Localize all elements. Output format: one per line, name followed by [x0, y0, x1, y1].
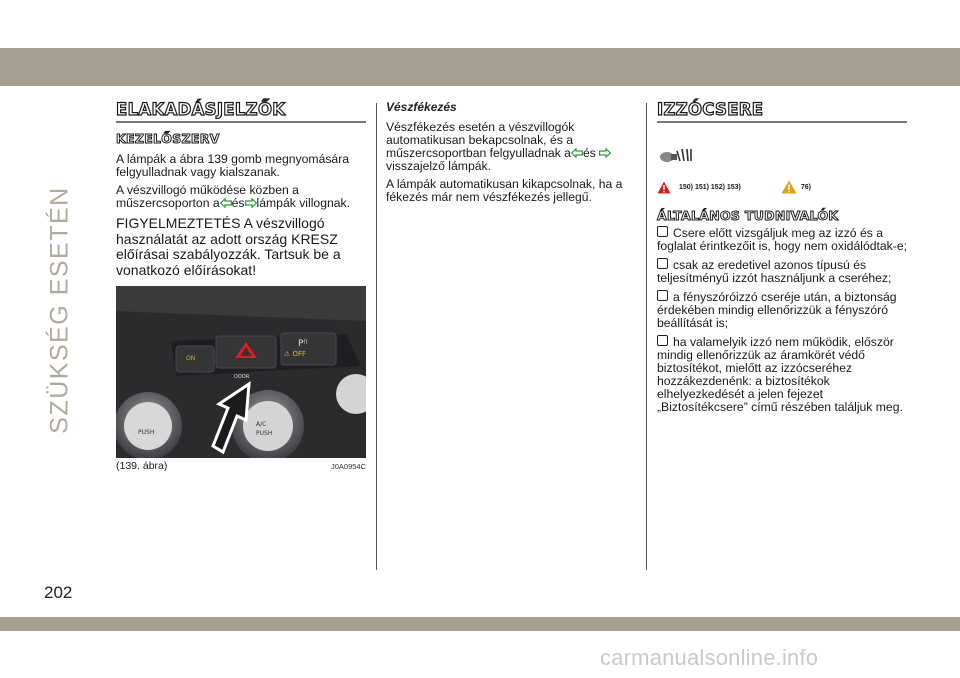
bullet-icon — [657, 258, 668, 269]
watermark: carmanualsonline.info — [600, 645, 819, 670]
column-divider — [646, 103, 647, 570]
danger-warning-icon — [657, 181, 671, 194]
figure-caption-row — [116, 460, 366, 472]
subsection-heading: Vészfékezés — [386, 100, 457, 114]
column-emergency-braking — [386, 100, 636, 209]
turn-left-indicator-icon — [571, 148, 583, 158]
chapter-side-title: SZÜKSÉG ESETÉN — [45, 186, 74, 434]
paragraph: Vészfékezés esetén a vészvillogók automatikusan bekapcsolnak, és a műszercsoportban felgyulladnak a és visszajelző lámpák. — [386, 121, 636, 173]
svg-text:A/C: A/C — [256, 421, 267, 428]
bullet-item: csak az eredetivel azonos típusú és teljesítményű izzót használjunk a cseréhez; — [657, 258, 892, 285]
bullet-icon — [657, 290, 668, 301]
warning-references: 150) 151) 152) 153) — [679, 183, 741, 191]
paragraph: A lámpák automatikusan kikapcsolnak, ha a fékezés már nem vészfékezés jellegű. — [386, 177, 623, 204]
caution-references: 76) — [800, 183, 812, 191]
bullet-item: ha valamelyik izzó nem működik, először mindig ellenőrizzük az áramkörét védő biztosítékot, mielőtt az izzócseréhez hozzákezdenénk: a biztosítékok elhelyezkedését a jelen fejezet „Biztosítékcsere” című részében találjuk meg. — [657, 335, 903, 414]
figure-caption: (139. ábra) — [116, 460, 168, 472]
svg-text:ON: ON — [186, 355, 196, 362]
column-bulb-replacement — [657, 100, 907, 419]
column-divider — [376, 103, 377, 570]
subsection-heading: ÁLTALÁNOS TUDNIVALÓK — [657, 208, 839, 223]
bullet-icon — [657, 335, 668, 346]
bottom-band — [0, 617, 960, 631]
bulb-replacement-icon — [657, 143, 697, 165]
caution-warning-icon — [781, 180, 797, 194]
turn-right-indicator-icon — [245, 198, 257, 208]
bullet-item: a fényszóróizzó cseréje után, a biztonság érdekében mindig ellenőrizzük a fényszóró beállítását is; — [657, 290, 897, 330]
svg-text:⚠ OFF: ⚠ OFF — [284, 350, 307, 358]
svg-text:P⁽⁽: P⁽⁽ — [298, 339, 308, 349]
svg-text:PUSH: PUSH — [138, 429, 155, 436]
paragraph: A vészvillogó működése közben a műszercsoporton a és lámpák villognak. — [116, 183, 351, 210]
section-heading: IZZÓCSERE — [657, 100, 907, 123]
page-number: 202 — [44, 583, 73, 602]
warning-text: FIGYELMEZTETÉS A vészvillogó használatát az adott ország KRESZ előírásai szabályozzák. Tartsuk be a vonatkozó előírásokat! — [116, 215, 341, 278]
paragraph: A lámpák a ábra 139 gomb megnyomására felgyulladnak vagy kialszanak. — [116, 152, 350, 179]
bullet-item: Csere előtt vizsgáljuk meg az izzó és a foglalat érintkezőit is, hogy nem oxidálódtak-e; — [657, 226, 907, 253]
section-heading: ELAKADÁSJELZŐK — [116, 100, 366, 123]
svg-text:PUSH: PUSH — [256, 430, 273, 437]
hazard-button-photo — [116, 286, 366, 458]
subsection-heading: KEZELŐSZERV — [116, 131, 220, 146]
turn-right-indicator-icon — [599, 148, 611, 158]
warning-reference-row — [657, 180, 907, 194]
bullet-icon — [657, 226, 668, 237]
svg-text:DOOR: DOOR — [234, 374, 250, 380]
figure-code: J0A0954C — [330, 462, 366, 471]
column-hazard-lights — [116, 100, 366, 472]
turn-left-indicator-icon — [220, 198, 232, 208]
top-band — [0, 48, 960, 86]
